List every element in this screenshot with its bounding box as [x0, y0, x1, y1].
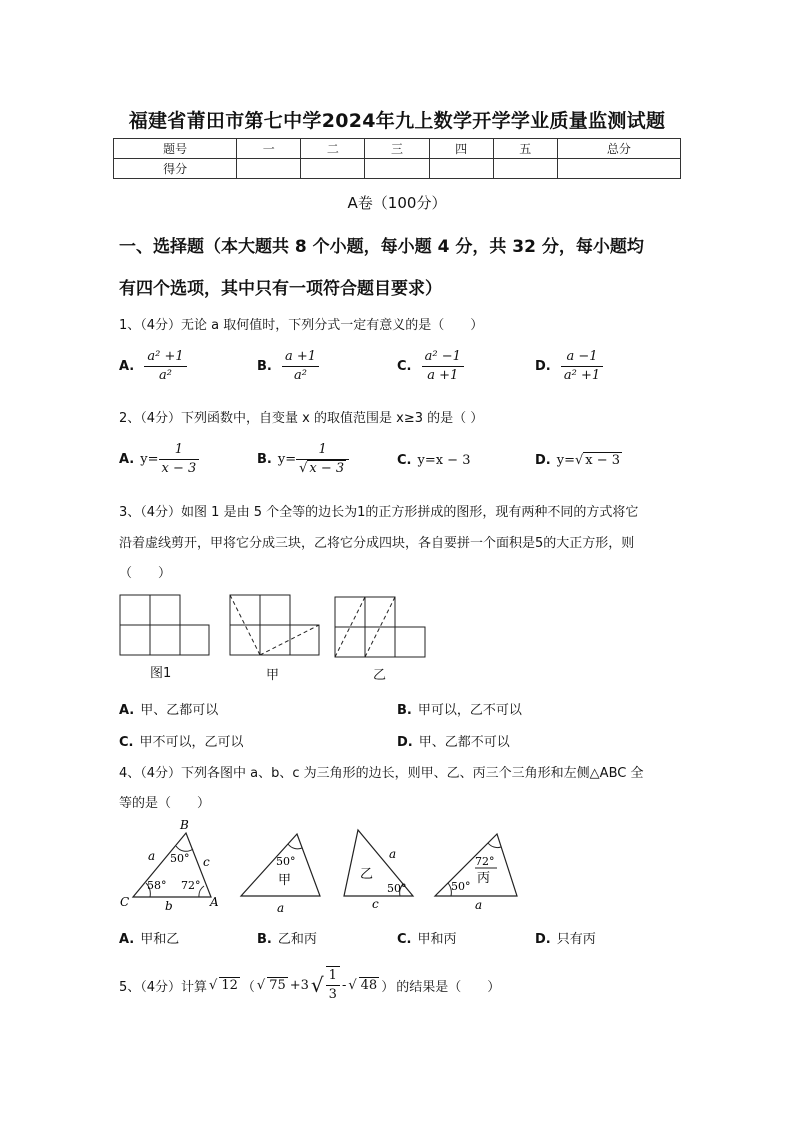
grid-square: [150, 625, 180, 655]
triangle-abc: [120, 818, 219, 913]
table-cell: 二: [301, 139, 365, 159]
section-heading: A卷（100分）: [347, 194, 447, 212]
angle-label: 50°: [387, 882, 407, 895]
part-heading: 有四个选项，其中只有一项符合题目要求）: [119, 279, 442, 299]
grid-square: [120, 625, 150, 655]
option-label: D.: [535, 453, 551, 468]
denominator: a +1: [427, 368, 459, 383]
grid-square: [290, 625, 319, 655]
grid-square: [120, 595, 150, 625]
grid-square: [395, 627, 425, 657]
option-text: y=x − 3: [417, 453, 471, 468]
side-label: a: [148, 849, 156, 863]
side-label: a: [475, 898, 483, 912]
side-label: c: [203, 855, 210, 869]
denominator: a² +1: [563, 368, 601, 383]
option-text: 甲可以，乙不可以: [417, 703, 522, 718]
option-label: D.: [535, 932, 551, 947]
table-cell: 三: [365, 139, 429, 159]
vertex-label: A: [210, 895, 219, 909]
grid-square: [230, 595, 260, 625]
option: [535, 928, 596, 947]
numerator: a +1: [282, 348, 319, 367]
numerator: 1: [159, 441, 200, 460]
option-label: B.: [257, 359, 272, 374]
option-text: 甲、乙都不可以: [418, 735, 510, 750]
grid-square: [230, 625, 260, 655]
option: [397, 928, 457, 947]
question-stem: [119, 966, 500, 1004]
sqrt-sign: √: [209, 977, 218, 993]
triangle-name: 丙: [477, 871, 491, 886]
triangle-bing: [435, 834, 517, 912]
sqrt-sign: √: [299, 461, 308, 476]
option: [397, 699, 522, 718]
question-stem: 沿着虚线剪开，甲将它分成三块，乙将它分成四块，各自要拼一个面积是5的大正方形，则: [119, 536, 635, 551]
grid-square: [335, 597, 365, 627]
option-label: D.: [397, 735, 413, 750]
option-label: C.: [397, 932, 412, 947]
coefficient: +3: [289, 977, 309, 993]
option-text: 只有丙: [556, 932, 596, 947]
option-label: B.: [257, 452, 272, 467]
option-label: B.: [397, 703, 412, 718]
triangle-name: 乙: [360, 867, 374, 882]
option-label: A.: [119, 932, 135, 947]
option: [119, 928, 179, 947]
denominator: x − 3: [161, 461, 197, 476]
table-cell: 四: [429, 139, 493, 159]
page-title: 福建省莆田市第七中学2024年九上数学开学学业质量监测试题: [128, 110, 666, 132]
figure-jia: [230, 595, 319, 655]
sqrt-sign: √: [256, 977, 266, 993]
denominator: a²: [159, 368, 172, 383]
function-prefix: y=: [140, 452, 159, 467]
angle-arc: [176, 846, 193, 851]
option-label: C.: [119, 735, 134, 750]
question-prefix: 5、（4分）计算: [119, 979, 208, 995]
operator: -: [341, 977, 347, 993]
option: [397, 731, 510, 750]
part-heading: 一、选择题（本大题共 8 个小题，每小题 4 分，共 32 分，每小题均: [119, 237, 644, 257]
table-cell: 一: [237, 139, 301, 159]
angle-label: 72°: [181, 879, 201, 892]
option: [119, 699, 218, 718]
option-label: B.: [257, 932, 272, 947]
radicand: 12: [221, 978, 238, 993]
question-suffix: 的结果是（ ）: [396, 979, 501, 995]
option: [119, 731, 244, 750]
paren-close: ）: [381, 979, 395, 995]
denominator: 3: [328, 987, 337, 1002]
question-stem: 1、（4分）无论 a 取何值时，下列分式一定有意义的是（ ）: [119, 318, 484, 333]
question-stem: 2、（4分）下列函数中，自变量 x 的取值范围是 x≥3 的是（ ）: [119, 411, 484, 426]
triangle-jia: [241, 834, 320, 915]
table-cell: 得分: [114, 159, 237, 179]
function-prefix: y=: [556, 453, 575, 468]
option-text: 甲和丙: [417, 932, 457, 947]
table-cell: 题号: [114, 139, 237, 159]
grid-square: [365, 627, 395, 657]
grid-square: [150, 595, 180, 625]
side-label: a: [277, 901, 285, 915]
side-label: a: [389, 847, 397, 861]
figure-caption: 乙: [373, 668, 387, 683]
fraction: [326, 966, 340, 1004]
grid-square: [260, 625, 290, 655]
numerator: a² −1: [422, 348, 464, 367]
angle-label: 50°: [451, 880, 471, 893]
option: [257, 928, 317, 947]
radicand: 48: [360, 978, 378, 993]
question-stem: 3、（4分）如图 1 是由 5 个全等的边长为1的正方形拼成的图形，现有两种不同的方式将它: [119, 505, 639, 520]
option-label: C.: [397, 359, 412, 374]
sqrt-sign: √: [310, 973, 324, 997]
table-cell: 总分: [557, 139, 680, 159]
angle-label: 50°: [170, 852, 190, 865]
vertex-label: B: [180, 818, 189, 832]
triangle-yi: [344, 830, 413, 911]
figure-1: [120, 595, 209, 655]
table-cell: 五: [493, 139, 557, 159]
option-text: 甲不可以，乙可以: [139, 735, 244, 750]
grid-square: [335, 627, 365, 657]
radicand: x − 3: [585, 453, 621, 468]
denominator: a²: [294, 368, 307, 383]
angle-label: 50°: [276, 855, 296, 868]
angle-arc: [488, 843, 501, 848]
option-text: 乙和丙: [277, 932, 317, 947]
option-label: A.: [119, 359, 135, 374]
grid-square: [260, 595, 290, 625]
sqrt-sign: √: [574, 453, 584, 468]
paren-open: （: [241, 979, 255, 995]
sqrt-sign: √: [348, 977, 357, 993]
side-label: b: [165, 899, 173, 913]
triangle-name: 甲: [278, 873, 292, 888]
question-stem: 等的是（ ）: [119, 796, 211, 811]
question-stem: （ ）: [119, 566, 172, 581]
numerator: a² +1: [144, 348, 186, 367]
numerator: 1: [296, 441, 349, 460]
option-text: 甲、乙都可以: [140, 703, 219, 718]
option-label: A.: [119, 452, 135, 467]
radicand: 75: [269, 978, 286, 993]
option-text: 甲和乙: [140, 932, 180, 947]
function-prefix: y=: [277, 452, 297, 467]
option-label: A.: [119, 703, 135, 718]
figure-yi: [335, 597, 425, 657]
figure-caption: 甲: [266, 668, 280, 683]
option-label: D.: [535, 359, 551, 374]
question-stem: 4、（4分）下列各图中 a、b、c 为三角形的边长，则甲、乙、丙三个三角形和左侧△ABC 全: [119, 766, 644, 781]
grid-square: [180, 625, 209, 655]
radicand: x − 3: [309, 461, 345, 476]
grid-square: [365, 597, 395, 627]
vertex-label: C: [120, 895, 130, 909]
figure-caption: 图1: [150, 666, 172, 681]
side-label: c: [372, 897, 379, 911]
angle-label: 72°: [475, 855, 495, 868]
numerator: 1: [326, 967, 340, 986]
angle-label: 58°: [147, 879, 167, 892]
numerator: a −1: [561, 348, 603, 367]
option-label: C.: [397, 453, 412, 468]
angle-arc: [288, 844, 302, 849]
